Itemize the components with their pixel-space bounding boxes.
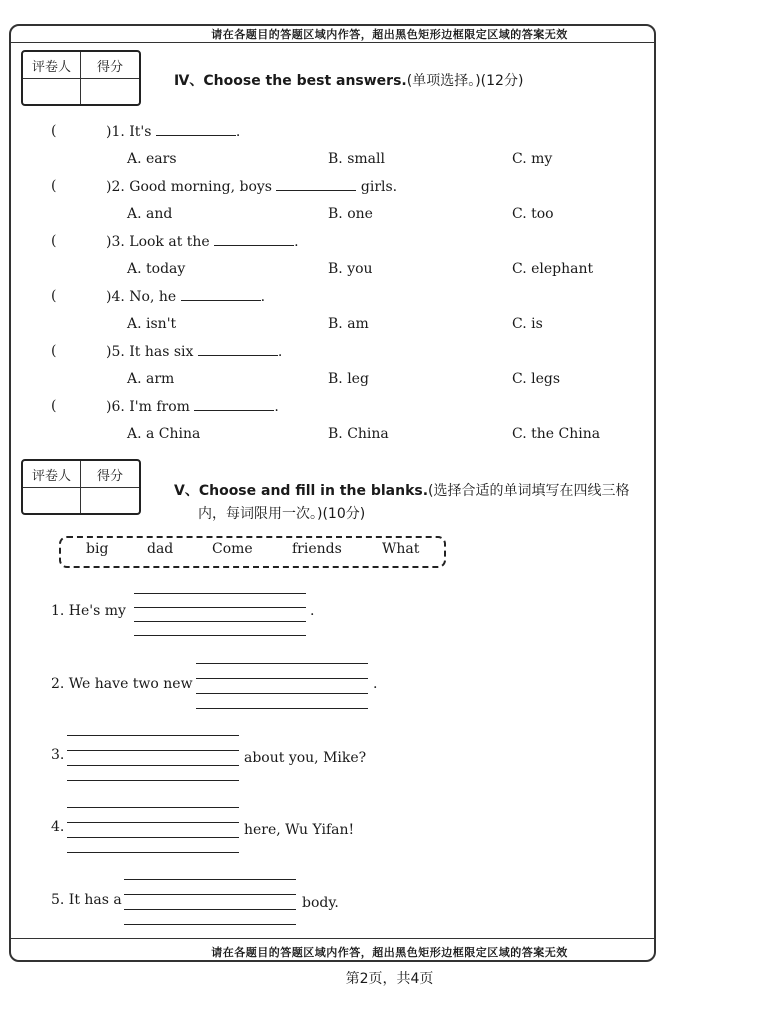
fill-item-1-before: 1. He's my xyxy=(51,603,126,619)
section4-title-cn: (单项选择。)(12分) xyxy=(406,73,524,89)
four-line-grid-4[interactable] xyxy=(67,807,239,853)
section4-title-en: Ⅳ、Choose the best answers. xyxy=(174,73,407,89)
q5-option-c[interactable]: C. legs xyxy=(512,371,561,387)
q4-option-b[interactable]: B. am xyxy=(328,316,369,332)
score-cell[interactable] xyxy=(81,488,139,513)
fill-item-2-after: . xyxy=(373,676,378,692)
fill-item-3-after: about you, Mike? xyxy=(244,750,367,766)
word-dad: dad xyxy=(147,541,174,557)
grader-cell[interactable] xyxy=(23,79,81,104)
q2-option-a[interactable]: A. and xyxy=(127,206,173,222)
word-what: What xyxy=(382,541,420,557)
answer-paren-1[interactable]: ( xyxy=(51,123,57,139)
four-line-grid-3[interactable] xyxy=(67,735,239,781)
top-divider xyxy=(11,42,654,43)
q1-option-c[interactable]: C. my xyxy=(512,151,553,167)
q6-option-c[interactable]: C. the China xyxy=(512,426,601,442)
score-box-section4 xyxy=(21,50,141,106)
q2-option-b[interactable]: B. one xyxy=(328,206,373,222)
q4-option-c[interactable]: C. is xyxy=(512,316,543,332)
fill-item-3-before: 3. xyxy=(51,747,65,763)
section5-title-line2: 内，每词限用一次。)(10分) xyxy=(198,506,366,522)
section4-title xyxy=(174,70,523,90)
q3-option-a[interactable]: A. today xyxy=(127,261,186,277)
fill-item-1-after: . xyxy=(310,603,315,619)
blank-3[interactable] xyxy=(214,233,294,246)
blank-2[interactable] xyxy=(276,178,356,191)
four-line-grid-5[interactable] xyxy=(124,879,296,925)
fill-item-5-before: 5. It has a xyxy=(51,892,122,908)
four-line-grid-2[interactable] xyxy=(196,663,368,709)
question-3: )3. Look at the . xyxy=(106,234,299,250)
grader-label: 评卷人 xyxy=(23,52,81,79)
bottom-notice: 请在各题目的答题区域内作答，超出黑色矩形边框限定区域的答案无效 xyxy=(211,946,568,959)
score-label: 得分 xyxy=(81,52,139,79)
q5-option-b[interactable]: B. leg xyxy=(328,371,369,387)
q4-option-a[interactable]: A. isn't xyxy=(127,316,177,332)
word-come: Come xyxy=(212,541,253,557)
question-5: )5. It has six . xyxy=(106,344,283,360)
q3-option-c[interactable]: C. elephant xyxy=(512,261,594,277)
four-line-grid-1[interactable] xyxy=(134,593,306,637)
score-box-section5 xyxy=(21,459,141,515)
bottom-divider xyxy=(11,938,654,939)
top-notice: 请在各题目的答题区域内作答，超出黑色矩形边框限定区域的答案无效 xyxy=(211,28,568,41)
blank-1[interactable] xyxy=(156,123,236,136)
answer-paren-5[interactable]: ( xyxy=(51,343,57,359)
answer-paren-3[interactable]: ( xyxy=(51,233,57,249)
question-1: )1. It's . xyxy=(106,124,241,140)
question-2: )2. Good morning, boys girls. xyxy=(106,179,398,195)
q2-option-c[interactable]: C. too xyxy=(512,206,554,222)
blank-4[interactable] xyxy=(181,288,261,301)
blank-6[interactable] xyxy=(194,398,274,411)
fill-item-5-after: body. xyxy=(302,895,339,911)
q6-option-a[interactable]: A. a China xyxy=(127,426,201,442)
score-label: 得分 xyxy=(81,461,139,488)
grader-cell[interactable] xyxy=(23,488,81,513)
answer-paren-2[interactable]: ( xyxy=(51,178,57,194)
fill-item-2-before: 2. We have two new xyxy=(51,676,193,692)
answer-paren-6[interactable]: ( xyxy=(51,398,57,414)
q6-option-b[interactable]: B. China xyxy=(328,426,389,442)
page-number: 第2页，共4页 xyxy=(345,971,434,987)
q1-option-b[interactable]: B. small xyxy=(328,151,385,167)
q1-option-a[interactable]: A. ears xyxy=(127,151,177,167)
question-6: )6. I'm from . xyxy=(106,399,279,415)
grader-label: 评卷人 xyxy=(23,461,81,488)
fill-item-4-before: 4. xyxy=(51,819,65,835)
q5-option-a[interactable]: A. arm xyxy=(127,371,175,387)
section5-title xyxy=(174,480,630,500)
word-friends: friends xyxy=(292,541,342,557)
blank-5[interactable] xyxy=(198,343,278,356)
fill-item-4-after: here, Wu Yifan! xyxy=(244,822,355,838)
section5-title-en: Ⅴ、Choose and fill in the blanks. xyxy=(174,483,429,499)
question-4: )4. No, he . xyxy=(106,289,266,305)
word-big: big xyxy=(86,541,109,557)
section5-title-cn: (选择合适的单词填写在四线三格 xyxy=(428,483,630,499)
answer-paren-4[interactable]: ( xyxy=(51,288,57,304)
q3-option-b[interactable]: B. you xyxy=(328,261,373,277)
score-cell[interactable] xyxy=(81,79,139,104)
